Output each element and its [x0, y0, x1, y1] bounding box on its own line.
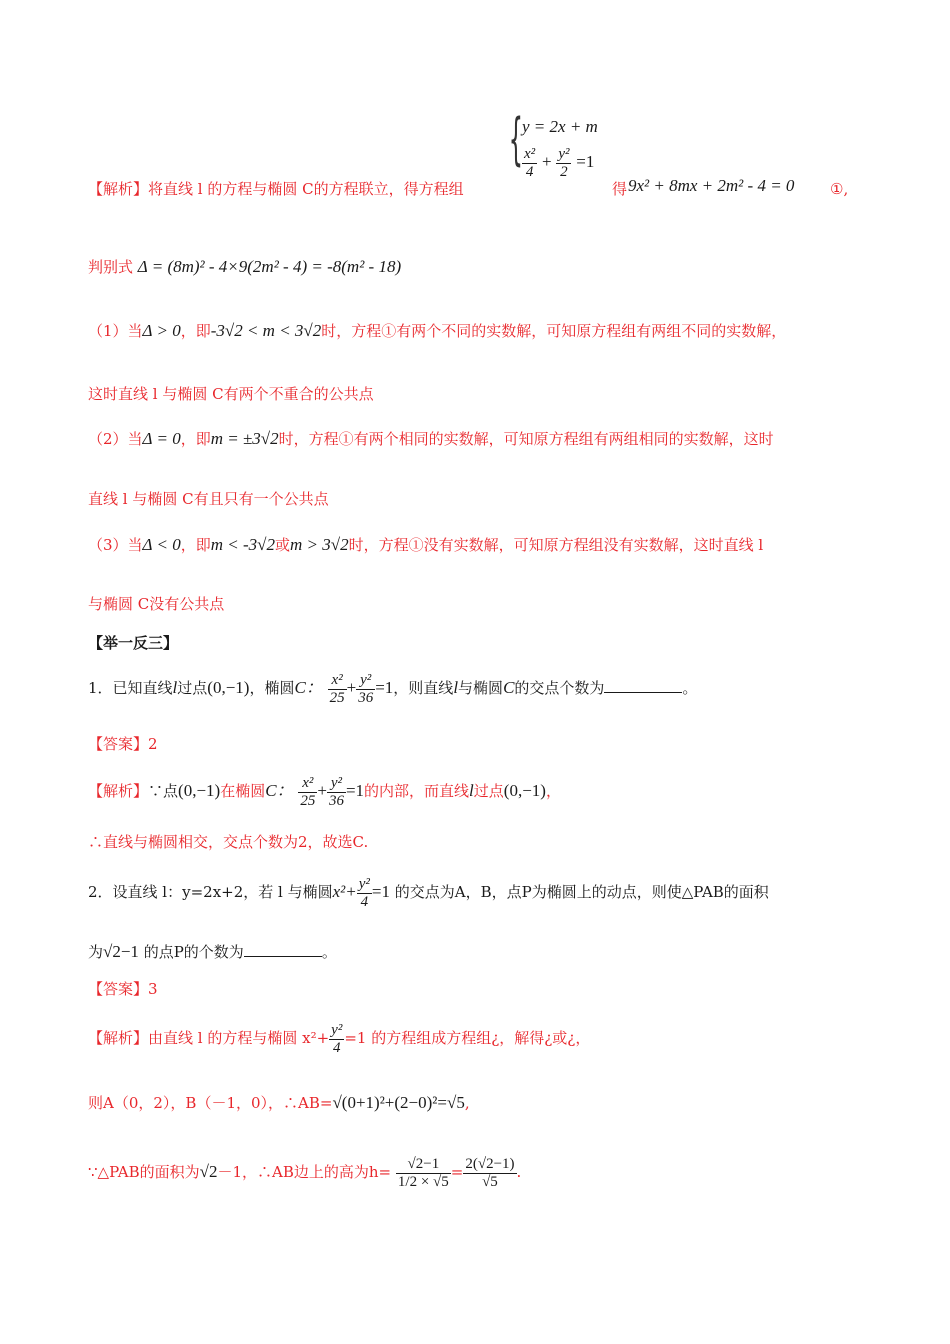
- solution-1-line-1: 【解析】∵点(0,−1)在椭圆C： $\frac{\text{x²}}{25}$ + $\frac{\text{y²}}{36}$ =1的内部，而直线l过点(0,−1)，: [88, 775, 561, 809]
- q1-frac-y: $\frac{\text{y²}}{36}$: [358, 672, 374, 706]
- discriminant-line: 判别式 Δ = (8m)² - 4×9(2m² - 4) = -8(m² - 18): [88, 257, 402, 276]
- answer-2: 【答案】3: [88, 980, 158, 998]
- case-1-line-2: 这时直线 l 与椭圆 C有两个不重合的公共点: [88, 385, 374, 403]
- question-2: 2．设直线 l：y=2x+2，若 l 与椭圆x²+ $\frac{\text{y²}}{4}$ =1 的交点为A，B，点P为椭圆上的动点，则使△PAB的面积: [88, 876, 769, 910]
- system-brace: {: [508, 107, 523, 172]
- height-result-fraction: $\frac{2(√2-1)}{√5}$: [465, 1156, 515, 1190]
- system-line-2: $\frac{\text{x²}}{4}$ + $\frac{\text{y²}}{2}$ =1: [524, 146, 595, 180]
- analysis-circled-1: ①,: [830, 180, 849, 198]
- height-fraction: $\frac{√2-1}{1/2 \times √5}$: [397, 1156, 449, 1190]
- analysis-label: 【解析】: [88, 180, 149, 198]
- case-2-line-2: 直线 l 与椭圆 C有且只有一个公共点: [88, 490, 329, 508]
- solution-2-line-3: ∵△PAB的面积为√2－1，∴AB边上的高为h= $\frac{√2-1}{1/2 \times √5}$ = $\frac{2(√2-1)}{√5}$ .: [88, 1156, 522, 1190]
- answer-blank-1[interactable]: [604, 678, 682, 693]
- solution-2-line-1: 【解析】由直线 l 的方程与椭圆 x²+ $\frac{\text{y²}}{4}$ =1 的方程组成方程组¿，解得¿或¿，: [88, 1022, 591, 1056]
- discriminant-formula: Δ = (8m)² - 4×9(2m² - 4) = -8(m² - 18): [137, 257, 402, 276]
- section-title: 【举一反三】: [88, 634, 179, 652]
- q1-frac-x: $\frac{\text{x²}}{25}$: [329, 672, 345, 706]
- question-2-line-2: 为√2−1 的点P的个数为 。: [88, 942, 337, 961]
- analysis-line-1: 【解析】将直线 l 的方程与椭圆 C的方程联立，得方程组: [88, 180, 464, 198]
- question-1: 1．已知直线l过点(0,−1)，椭圆C： $\frac{\text{x²}}{25}$ + $\frac{\text{y²}}{36}$ =1，则直线l与椭圆C的交点个数为 。: [88, 672, 698, 706]
- answer-1: 【答案】2: [88, 735, 158, 753]
- answer-blank-2[interactable]: [244, 942, 322, 957]
- case-3-line-2: 与椭圆 C没有公共点: [88, 595, 225, 613]
- solution-1-line-2: ∴直线与椭圆相交，交点个数为2，故选C.: [88, 833, 369, 851]
- case-3-line-1: （3）当Δ < 0，即m < -3√2或m > 3√2时，方程①没有实数解，可知原方程组没有实数解，这时直线 l: [88, 535, 764, 554]
- case-2-line-1: （2）当Δ = 0，即m = ±3√2时，方程①有两个相同的实数解，可知原方程组有两组相同的实数解，这时: [88, 429, 774, 448]
- analysis-equation: 9x² + 8mx + 2m² - 4 = 0: [628, 176, 795, 195]
- system-frac-y: $\frac{\text{y²}}{2}$: [558, 146, 570, 180]
- analysis-de: 得: [612, 180, 628, 198]
- solution-2-line-2: 则A（0，2），B（－1，0），∴AB=√(0+1)²+(2−0)²=√5,: [88, 1093, 470, 1112]
- case-1-line-1: （1）当Δ > 0，即-3√2 < m < 3√2时，方程①有两个不同的实数解，可知原方程组有两组不同的实数解，: [88, 321, 787, 340]
- system-line-1: y = 2x + m: [522, 117, 598, 136]
- system-frac-x: $\frac{\text{x²}}{4}$: [524, 146, 536, 180]
